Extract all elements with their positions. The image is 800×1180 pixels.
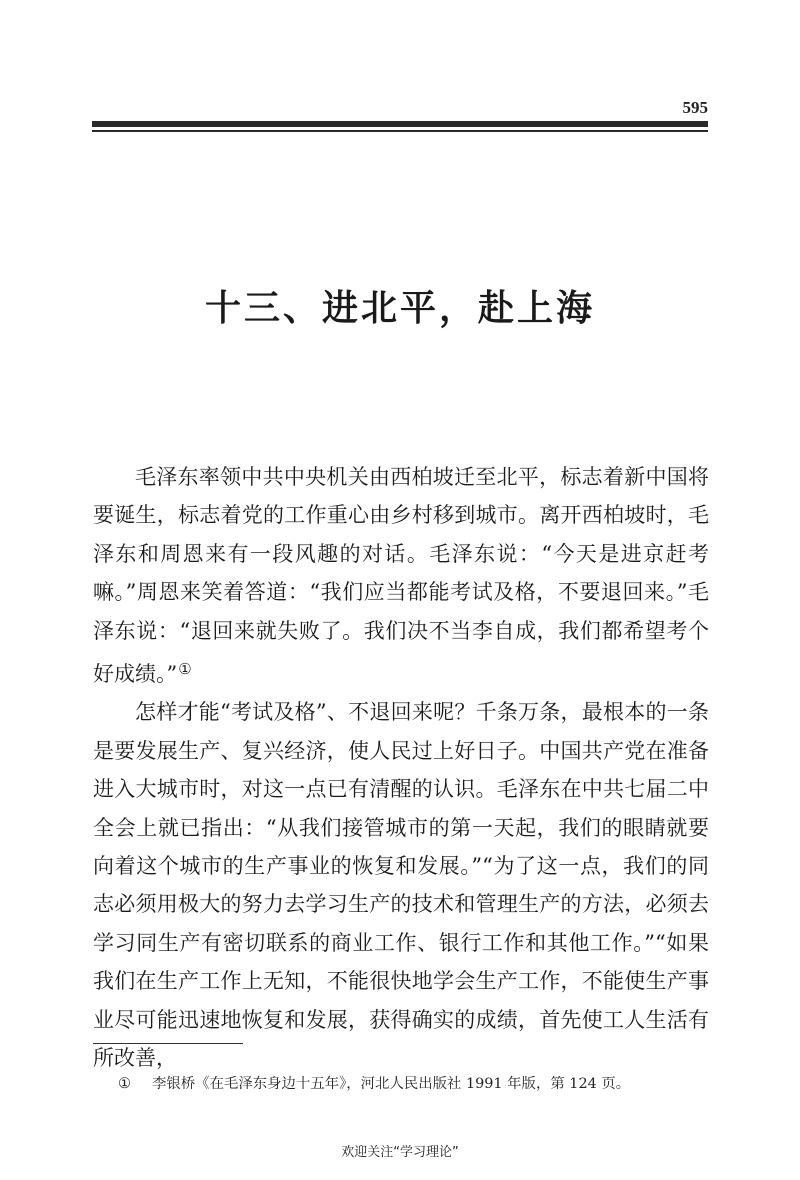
header-rule-thin <box>92 130 708 132</box>
footnote-reference: ① <box>178 660 192 679</box>
paragraph-2 <box>93 693 709 1077</box>
paragraph-1 <box>93 458 709 693</box>
footnote-text: 李银桥《在毛泽东身边十五年》，河北人民出版社 1991 年版，第 124 页。 <box>152 1076 631 1092</box>
footnote <box>118 1072 718 1093</box>
paragraph-2-text: 怎样才能“考试及格”、不退回来呢？千条万条，最根本的一条是要发展生产、复兴经济，使人民过上好日子。中国共产党在准备进入大城市时，对这一点已有清醒的认识。毛泽东在中共七届二中全会上就已指出：“从我们接管城市的第一天起，我们的眼睛就要向着这个城市的生产事业的恢复和发展。”“为了这一点，我们的同志必须用极大的努力去学习生产的技术和管理生产的方法，必须去学习同生产有密切联系的商业工作、银行工作和其他工作。”“如果我们在生产工作上无知，不能很快地学会生产工作，不能使生产事业尽可能迅速地恢复和发展，获得确实的成绩，首先使工人生活有所改善， <box>93 700 709 1071</box>
paragraph-1-text: 毛泽东率领中共中央机关由西柏坡迁至北平，标志着新中国将要诞生，标志着党的工作重心由乡村移到城市。离开西柏坡时，毛泽东和周恩来有一段风趣的对话。毛泽东说：“今天是进京赶考嘛。”周恩来笑着答道：“我们应当都能考试及格，不要退回来。”毛泽东说：“退回来就失败了。我们决不当李自成，我们都希望考个好成绩。” <box>93 465 709 687</box>
page-number: 595 <box>682 98 708 117</box>
header-rule-thick <box>92 121 708 127</box>
watermark-caption: 欢迎关注“学习理论” <box>341 1145 459 1160</box>
footnote-divider <box>93 1043 243 1044</box>
footnote-marker: ① <box>118 1076 131 1092</box>
body-text <box>93 458 709 1078</box>
chapter-title: 十三、进北平，赴上海 <box>204 288 595 329</box>
